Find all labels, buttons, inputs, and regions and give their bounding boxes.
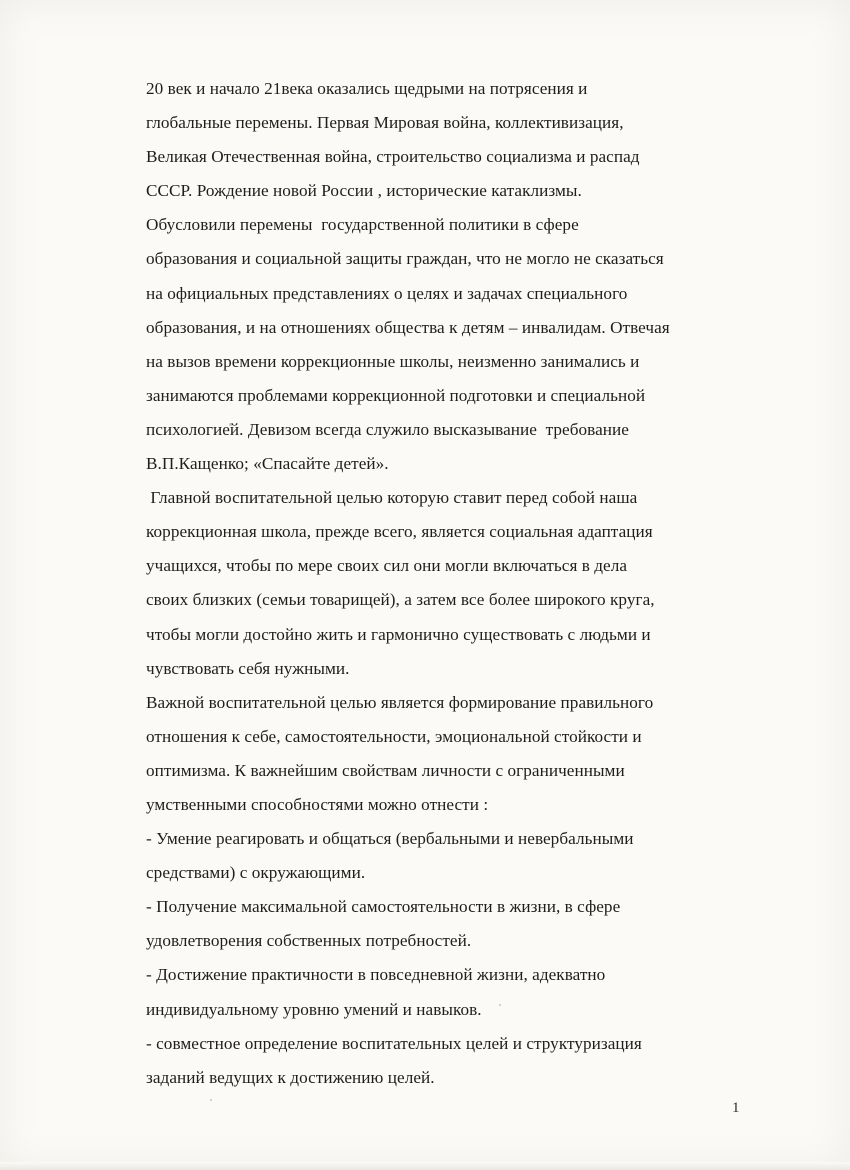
text-line: чувствовать себя нужными. <box>146 658 350 678</box>
text-line: отношения к себе, самостоятельности, эмоциональной стойкости и <box>146 726 642 746</box>
text-line: - Получение максимальной самостоятельности в жизни, в сфере <box>146 897 621 917</box>
text-line: средствами) с окружающими. <box>146 863 366 883</box>
text-line: на вызов времени коррекционные школы, неизменно занимались и <box>146 351 640 371</box>
text-line: СССР. Рождение новой России , исторические катаклизмы. <box>146 181 582 201</box>
text-line: 20 век и начало 21века оказались щедрыми на потрясения и <box>146 79 588 98</box>
scan-speck <box>499 1004 501 1006</box>
text-line: учащихся, чтобы по мере своих сил они могли включаться в дела <box>146 556 628 576</box>
text-line: образования, и на отношениях общества к детям – инвалидам. Отвечая <box>146 317 670 337</box>
scan-speck <box>229 423 232 426</box>
text-line: - Умение реагировать и общаться (вербальными и невербальными <box>146 829 634 849</box>
document-body <box>146 72 746 1095</box>
text-line: Обусловили перемены государственной политики в сфере <box>146 215 579 235</box>
text-line: индивидуальному уровню умений и навыков. <box>146 999 482 1019</box>
text-line: коррекционная школа, прежде всего, является социальная адаптация <box>146 522 653 542</box>
text-line: - совместное определение воспитательных целей и структуризация <box>146 1033 642 1053</box>
text-line: психологией. Девизом всегда служило высказывание требование <box>146 419 629 439</box>
text-line: занимаются проблемами коррекционной подготовки и специальной <box>146 385 646 405</box>
text-line: Главной воспитательной целью которую ставит перед собой наша <box>146 488 638 508</box>
text-line: удовлетворения собственных потребностей. <box>146 931 472 951</box>
text-line: заданий ведущих к достижению целей. <box>146 1067 435 1087</box>
scan-speck <box>210 1099 212 1101</box>
scan-speck <box>381 769 385 772</box>
text-line: на официальных представлениях о целях и задачах специального <box>146 283 628 303</box>
text-line: чтобы могли достойно жить и гармонично существовать с людьми и <box>146 624 651 644</box>
text-line: глобальные перемены. Первая Мировая война, коллективизация, <box>146 113 624 133</box>
text-line: - Достижение практичности в повседневной жизни, адекватно <box>146 965 606 985</box>
text-line: В.П.Кащенко; «Спасайте детей». <box>146 454 389 474</box>
text-line: оптимизма. К важнейшим свойствам личности с ограниченными <box>146 760 625 780</box>
text-line: образования и социальной защиты граждан, что не могло не сказаться <box>146 249 664 269</box>
text-line: Великая Отечественная война, строительство социализма и распад <box>146 147 640 167</box>
text-line: Важной воспитательной целью является формирование правильного <box>146 692 654 712</box>
text-line: умственными способностями можно отнести : <box>146 794 489 814</box>
page-number: 1 <box>732 1100 740 1116</box>
text-line: своих близких (семьи товарищей), а затем все более широкого круга, <box>146 590 655 610</box>
